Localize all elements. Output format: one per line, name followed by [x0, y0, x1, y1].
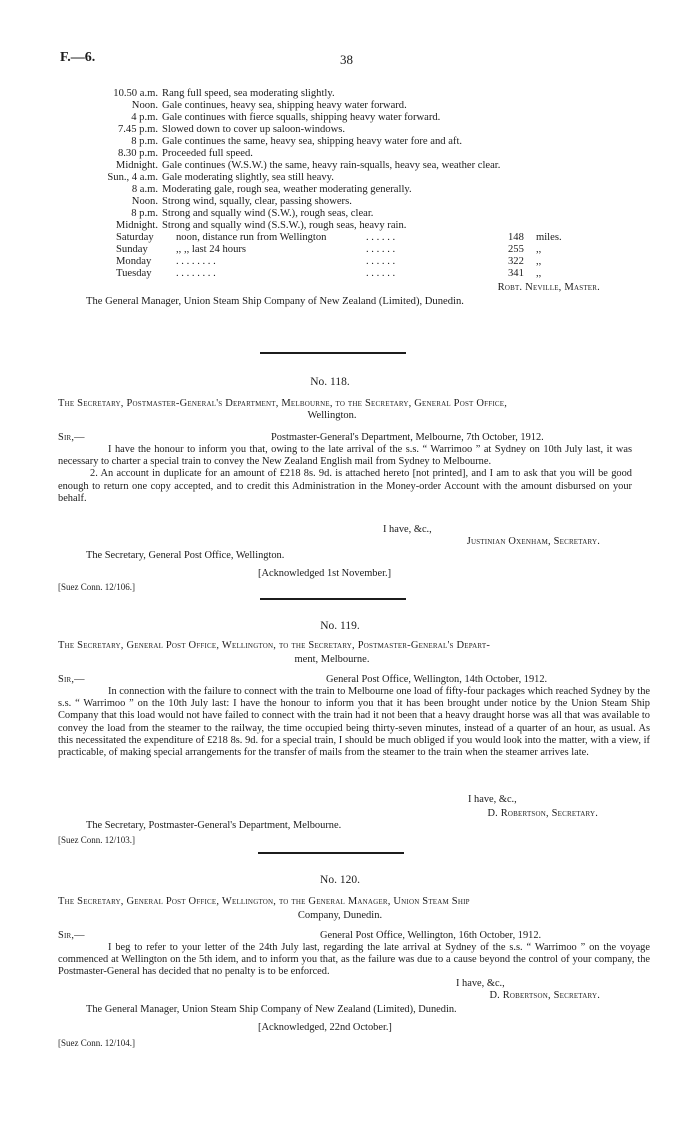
letter-heading-cont: Company, Dunedin.: [297, 910, 383, 921]
distance-row: Monday . . . . . . . . . . . . . . 322 ,,: [116, 256, 542, 267]
addressee: The Secretary, General Post Office, Wellington.: [86, 550, 285, 561]
salutation: Sir,—: [58, 674, 85, 685]
letter-heading: The Secretary, Postmaster-General's Department, Melbourne, to the Secretary, General Post Office,: [58, 398, 508, 409]
divider: [260, 352, 406, 354]
addressee: The General Manager, Union Steam Ship Company of New Zealand (Limited), Dunedin.: [86, 296, 464, 307]
paragraph: 2. An account in duplicate for an amount of £218 8s. 9d. is attached hereto [not printed], and I am to ask that you will be good enough to return one copy accepted, and to credit this Administration in the Money-order Account with the amount disbursed on your behalf.: [58, 468, 632, 504]
closing: I have, &c.,: [456, 978, 505, 989]
signature: Robt. Neville, Master.: [497, 282, 600, 293]
divider: [260, 598, 406, 600]
log-row: Midnight. Strong and squally wind (S.S.W.), rough seas, heavy rain.: [115, 220, 407, 231]
log-row: Noon. Strong wind, squally, clear, passing showers.: [131, 196, 352, 207]
letter-number: No. 118.: [310, 376, 350, 388]
addressee: The Secretary, Postmaster-General's Department, Melbourne.: [86, 820, 342, 831]
paragraph: In connection with the failure to connect with the train to Melbourne one load of fifty-four packages which reached Sydney by the s.s. “ Warrimoo ” on the 10th July last: I have the honour to inform you that it has been brought under notice by the Union Steam Ship Company that this load would not have failed to connect with the train had it not been that a heavy draught horse was all that was available to convey the load from the steamer to the railway, the time occupied being thirty-seven minutes, instead of a quarter of an hour, as usual. As this necessitated the expenditure of £218 8s. 9d. for a special train, I should be much obliged if you would look into the matter, with a view, if practicable, of making special arrangements for the transfer of mails from the steamer to the train when the steamer arrives late.: [58, 686, 650, 759]
letter-body: [58, 942, 650, 979]
signature: D. Robertson, Secretary.: [487, 808, 598, 819]
log-row: 7.45 p.m. Slowed down to cover up saloon-windows.: [117, 124, 346, 135]
paragraph: I beg to refer to your letter of the 24th July last, regarding the late arrival at Sydney of the s.s. “ Warrimoo ” on the voyage commenced at Wellington on the 5th idem, and to inform you that, as the failure was due to a cause beyond the control of your company, the Postmaster-General has decided that no penalty is to be enforced.: [58, 942, 650, 978]
closing: I have, &c.,: [468, 794, 517, 805]
log-row: 8 p.m. Gale continues the same, heavy sea, shipping heavy water fore and aft.: [131, 136, 463, 147]
file-reference: [Suez Conn. 12/103.]: [58, 835, 135, 845]
distance-row: Sunday ,, ,, last 24 hours . . . . . . 255 ,,: [116, 244, 542, 255]
acknowledgement: [Acknowledged, 22nd October.]: [258, 1022, 392, 1033]
page-number: 38: [340, 52, 353, 67]
salutation: Sir,—: [58, 930, 85, 941]
log-row: Sun., 4 a.m. Gale moderating slightly, sea still heavy.: [107, 172, 334, 183]
closing: I have, &c.,: [383, 524, 432, 535]
file-reference: [Suez Conn. 12/104.]: [58, 1038, 135, 1048]
page-ref: F.—6.: [60, 50, 96, 65]
letter-number: No. 119.: [320, 620, 360, 632]
log-row: 8 p.m. Strong and squally wind (S.W.), rough seas, clear.: [131, 208, 374, 219]
letter-heading-cont: ment, Melbourne.: [294, 654, 370, 665]
distance-table: [116, 232, 606, 280]
ship-log: [90, 88, 610, 232]
letter-heading: The Secretary, General Post Office, Wellington, to the General Manager, Union Steam Ship: [58, 896, 470, 907]
signature: D. Robertson, Secretary.: [489, 990, 600, 1001]
letter-heading-cont: Wellington.: [307, 410, 357, 421]
letter-body: [58, 444, 632, 505]
letter-heading: The Secretary, General Post Office, Wellington, to the Secretary, Postmaster-General's Depart-: [58, 640, 491, 651]
log-row: 8 a.m. Moderating gale, rough sea, weather moderating generally.: [131, 184, 412, 195]
log-row: 10.50 a.m. Rang full speed, sea moderating slightly.: [113, 88, 335, 99]
signature: Justinian Oxenham, Secretary.: [466, 536, 600, 547]
salutation: Sir,—: [58, 432, 85, 443]
file-reference: [Suez Conn. 12/106.]: [58, 582, 135, 592]
distance-row: Tuesday . . . . . . . . . . . . . . 341 ,,: [116, 268, 542, 279]
addressee: The General Manager, Union Steam Ship Company of New Zealand (Limited), Dunedin.: [86, 1004, 457, 1015]
letter-origin: General Post Office, Wellington, 14th October, 1912.: [326, 674, 548, 685]
log-row: Noon. Gale continues, heavy sea, shipping heavy water forward.: [131, 100, 407, 111]
letter-origin: General Post Office, Wellington, 16th October, 1912.: [320, 930, 542, 941]
divider: [258, 852, 404, 854]
letter-origin: Postmaster-General's Department, Melbourne, 7th October, 1912.: [271, 432, 544, 443]
letter-body: [58, 686, 650, 759]
paragraph: I have the honour to inform you that, owing to the late arrival of the s.s. “ Warrimoo ” at Sydney on 10th July last, it was necessary to charter a special train to convey the New Zealand English mail from Sydney to Melbourne.: [58, 444, 632, 468]
log-row: 4 p.m. Gale continues with fierce squalls, shipping heavy water forward.: [131, 112, 441, 123]
distance-row: Saturday noon, distance run from Wellington . . . . . . 148 miles.: [116, 232, 562, 243]
log-row: 8.30 p.m. Proceeded full speed.: [117, 148, 253, 159]
log-row: Midnight. Gale continues (W.S.W.) the same, heavy rain-squalls, heavy sea, weather clear.: [115, 160, 501, 171]
acknowledgement: [Acknowledged 1st November.]: [258, 568, 392, 579]
letter-number: No. 120.: [320, 874, 360, 886]
